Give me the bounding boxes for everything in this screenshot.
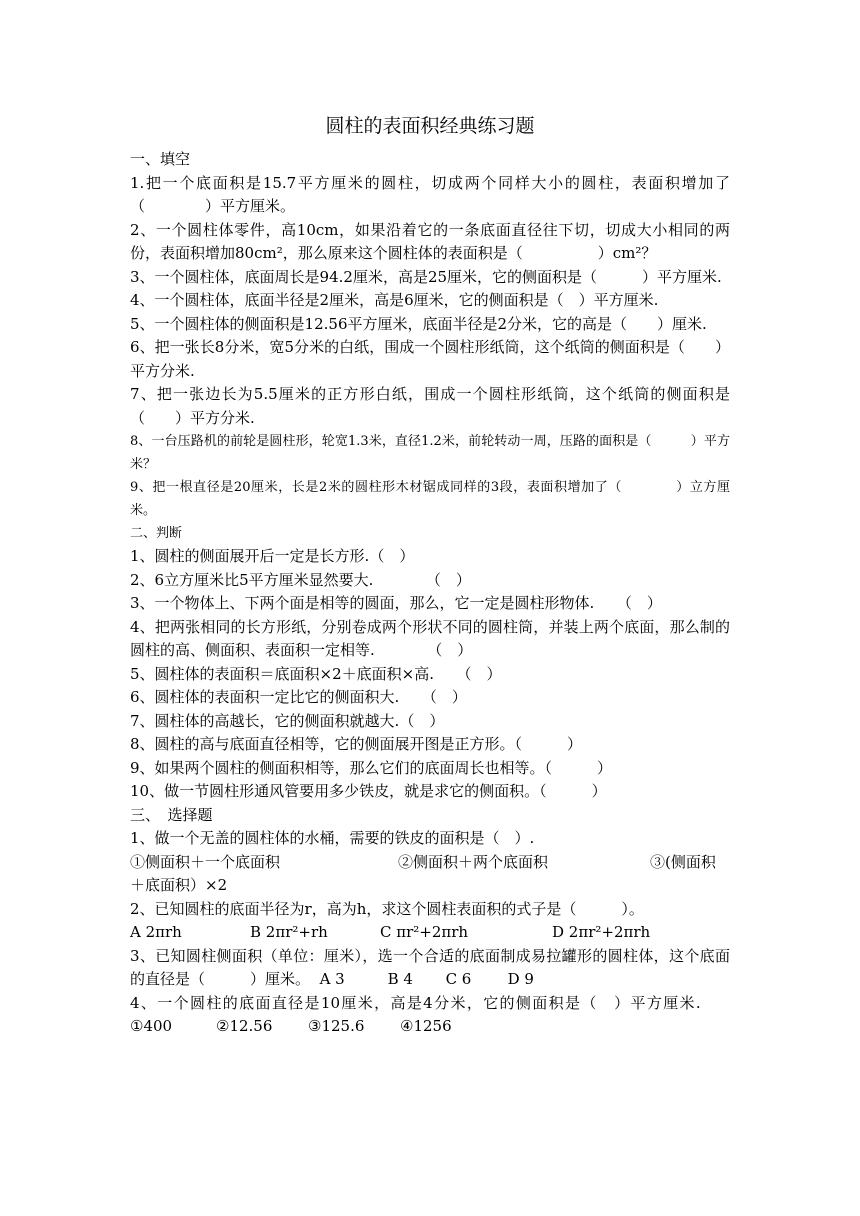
fill-question-8: 8、一台压路机的前轮是圆柱形，轮宽1.3米，直径1.2米，前轮转动一周，压路的面积是（ ）平方米？ [130,434,730,472]
choice-2-option-d: D 2πr²+2πrh [552,923,651,941]
choice-3-option-c: C 6 [445,970,472,988]
choice-options-1 [130,851,730,898]
choice-question-3 [130,945,730,992]
choice-question-2: 2、已知圆柱的底面半径为r，高为h，求这个圆柱表面积的式子是（ ）。 [130,899,644,918]
choice-3-option-d: D 9 [507,970,534,988]
fill-question-6: 6、把一张长8分米，宽5分米的白纸，围成一个圆柱形纸筒，这个纸筒的侧面积是（ ）平方分米. [130,338,730,380]
judge-question-1: 1、圆柱的侧面展开后一定是长方形.（ ） [130,547,415,565]
judge-question-9: 9、如果两个圆柱的侧面积相等，那么它们的底面周长也相等。（ ） [130,758,613,777]
choice-2-option-c: C πr²+2πrh [380,923,469,941]
fill-question-1: 1.把一个底面积是15.7平方厘米的圆柱，切成两个同样大小的圆柱，表面积增加了（ ）平方厘米。 [130,173,730,215]
choice-3-option-b: B 4 [387,970,413,988]
fill-question-4: 4、一个圆柱体，底面半径是2厘米，高是6厘米，它的侧面积是（ ）平方厘米. [130,291,659,309]
choice-2-option-b: B 2πr²+rh [250,923,328,941]
choice-4-option-4: ④1256 [400,1017,452,1035]
fill-question-9: 9、把一根直径是20厘米，长是2米的圆柱形木材锯成同样的3段，表面积增加了（ ）立方厘米。 [130,480,730,518]
worksheet [130,112,730,1039]
fill-question-2: 2、一个圆柱体零件，高10cm，如果沿着它的一条底面直径往下切，切成大小相同的两份，表面积增加80cm²，那么原来这个圆柱体的表面积是（ ）cm²？ [130,220,730,262]
choice-4-text: 4、一个圆柱的底面直径是10厘米，高是4分米，它的侧面积是（ ）平方厘米. [130,993,701,1012]
page-title: 圆柱的表面积经典练习题 [325,115,535,137]
choice-1-option-2: ②侧面积＋两个底面积 [398,852,549,871]
choice-4-option-3: ③125.6 [308,1017,365,1035]
section-heading-judge: 二、判断 [130,526,183,541]
judge-question-6: 6、圆柱体的表面积一定比它的侧面积大. （ ） [130,688,467,706]
choice-2-option-a: A 2πrh [130,923,182,941]
fill-question-7: 7、把一张边长为5.5厘米的正方形白纸，围成一个圆柱形纸筒，这个纸筒的侧面积是（ ）平方分米. [130,385,730,427]
choice-3-text: 3、已知圆柱侧面积（单位：厘米），选一个合适的底面制成易拉罐形的圆柱体，这个底面的直径是（ ）厘米。 [130,946,730,988]
judge-question-4: 4、把两张相同的长方形纸，分别卷成两个形状不同的圆柱筒，并装上两个底面，那么制的圆柱的高、侧面积、表面积一定相等. （ ） [130,617,730,659]
choice-4-option-1: ①400 [130,1017,173,1035]
choice-question-4 [130,992,730,1039]
choice-question-1: 1、做一个无盖的圆柱体的水桶，需要的铁皮的面积是（ ）. [130,829,535,847]
section-heading-fill: 一、填空 [130,150,191,168]
fill-question-3: 3、一个圆柱体，底面周长是94.2厘米，高是25厘米，它的侧面积是（ ）平方厘米. [130,267,722,286]
choice-4-option-2: ②12.56 [216,1017,273,1035]
choice-options-2 [130,921,730,945]
judge-question-7: 7、圆柱体的高越长，它的侧面积就越大.（ ） [130,711,445,730]
judge-question-5: 5、圆柱体的表面积＝底面积×2＋底面积×高. （ ） [130,664,502,683]
fill-question-5: 5、一个圆柱体的侧面积是12.56平方厘米，底面半径是2分米，它的高是（ ）厘米. [130,314,707,333]
judge-question-8: 8、圆柱的高与底面直径相等，它的侧面展开图是正方形。（ ） [130,735,583,753]
judge-question-10: 10、做一节圆柱形通风管要用多少铁皮，就是求它的侧面积。（ ） [130,782,607,800]
choice-1-option-1: ①侧面积＋一个底面积 [130,852,281,871]
choice-3-option-a: A 3 [319,970,345,988]
judge-question-2: 2、6立方厘米比5平方厘米显然要大. （ ） [130,570,471,589]
judge-question-3: 3、一个物体上、下两个面是相等的圆面，那么，它一定是圆柱形物体. （ ） [130,594,662,612]
section-heading-choice: 三、 选择题 [130,805,213,824]
choice-1-option-3: ③(侧面积＋底面积）×2 [130,852,716,894]
